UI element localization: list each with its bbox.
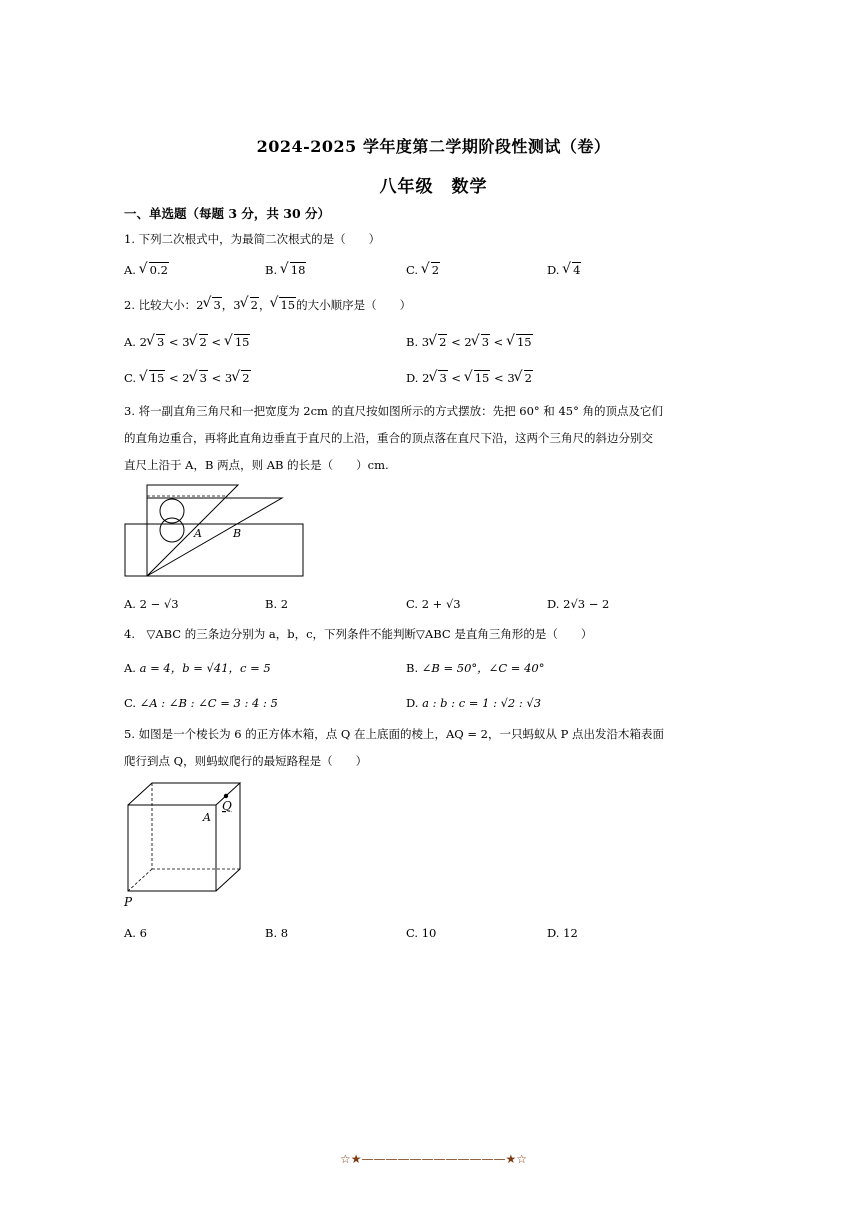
q3-point-a-label: A <box>194 527 202 540</box>
q5-option-b[interactable]: B. 8 <box>265 926 289 940</box>
q5-option-a[interactable]: A. 6 <box>124 926 147 940</box>
q5-point-q-label: Q <box>222 799 232 813</box>
q5-line1: 5. 如图是一个棱长为 6 的正方体木箱，点 Q 在上底面的棱上，AQ = 2，一只蚂蚁从 P 点出发沿木箱表面 <box>124 727 665 741</box>
q4-stem: 4. ▽ABC 的三条边分别为 a，b，c，下列条件不能判断▽ABC 是直角三角形的是（ ） <box>124 627 593 641</box>
q1-stem: 1. 下列二次根式中，为最简二次根式的是（ ） <box>124 232 381 246</box>
q4-option-b[interactable]: B. ∠B = 50°，∠C = 40° <box>406 661 545 675</box>
q3-line1: 3. 将一副直角三角尺和一把宽度为 2cm 的直尺按如图所示的方式摆放：先把 60° 和 45° 角的顶点及它们 <box>124 404 663 418</box>
q3-line2: 的直角边重合，再将此直角边垂直于直尺的上沿，重合的顶点落在直尺下沿，这两个三角尺的斜边分别交 <box>124 431 653 445</box>
section-heading: 一、单选题（每题 3 分，共 30 分） <box>124 206 331 221</box>
page-footer-decoration: ☆★————————————★☆ <box>339 1152 528 1166</box>
q5-line2: 爬行到点 Q，则蚂蚁爬行的最短路程是（ ） <box>124 754 368 768</box>
q3-option-b[interactable]: B. 2 <box>265 597 289 611</box>
q2-option-a[interactable]: A. 2√ 3 < 3√ 2 < √ 15 <box>124 335 250 349</box>
q1-option-a[interactable]: A. √ 0.2 <box>124 263 169 277</box>
q5-point-p-label: P <box>124 895 133 909</box>
q2-option-c[interactable]: C. √ 15 < 2√ 3 < 3√ 2 <box>124 371 251 385</box>
q1-option-d[interactable]: D. √ 4 <box>547 263 581 277</box>
q4-option-a[interactable]: A. a = 4，b = √41，c = 5 <box>124 661 271 675</box>
q2-stem: 2. 比较大小：2√ 3，3√ 2，√ 15的大小顺序是（ ） <box>124 299 411 312</box>
q2-option-b[interactable]: B. 3√ 2 < 2√ 3 < √ 15 <box>406 335 533 349</box>
q3-point-b-label: B <box>233 527 242 540</box>
q4-option-d[interactable]: D. a : b : c = 1 : √2 : √3 <box>406 696 542 710</box>
q5-option-d[interactable]: D. 12 <box>547 926 578 940</box>
q1-option-b[interactable]: B. √ 18 <box>265 263 306 277</box>
q3-option-c[interactable]: C. 2 + √3 <box>406 597 461 611</box>
exam-title: 2024-2025 学年度第二学期阶段性测试（卷） <box>256 137 611 156</box>
q3-ruler-triangle-figure <box>120 480 310 580</box>
q2-option-d[interactable]: D. 2√ 3 < √ 15 < 3√ 2 <box>406 371 533 385</box>
q5-point-a-label: A <box>203 811 211 824</box>
q5-option-c[interactable]: C. 10 <box>406 926 437 940</box>
exam-subtitle: 八年级 数学 <box>379 177 488 197</box>
q5-cube-figure <box>122 780 252 910</box>
q1-option-c[interactable]: C. √ 2 <box>406 263 440 277</box>
q3-option-a[interactable]: A. 2 − √3 <box>124 597 179 611</box>
q4-option-c[interactable]: C. ∠A : ∠B : ∠C = 3 : 4 : 5 <box>124 696 278 710</box>
q3-line3: 直尺上沿于 A，B 两点，则 AB 的长是（ ）cm. <box>124 458 389 472</box>
q3-option-d[interactable]: D. 2√3 − 2 <box>547 597 610 611</box>
